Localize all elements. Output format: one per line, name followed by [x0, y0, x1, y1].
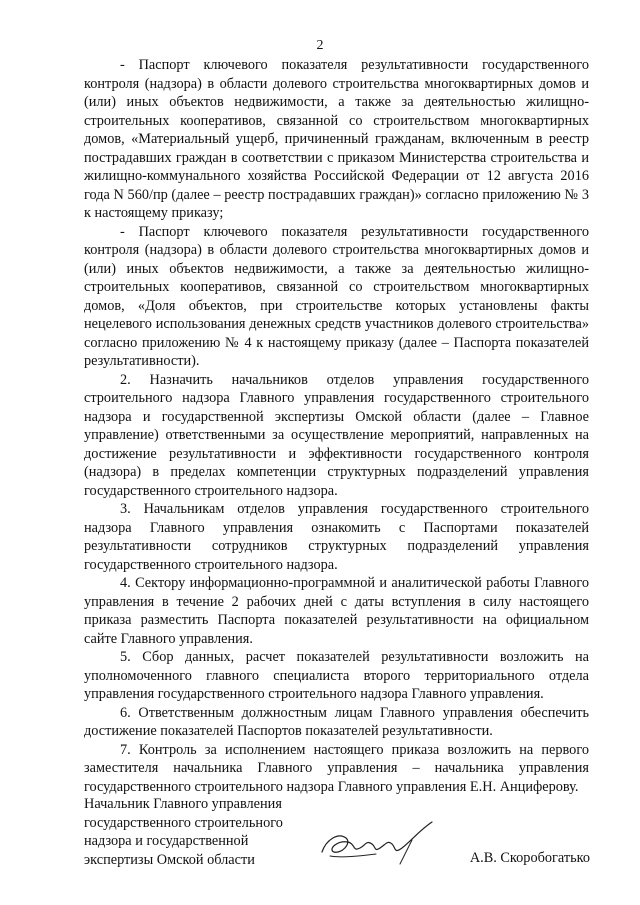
signer-name: А.В. Скоробогатько [469, 850, 590, 866]
order-body [84, 56, 589, 796]
paragraph-item-3: 3. Начальникам отделов управления государственного строительного надзора Главного управления ознакомить с Паспортами показателей результативности сотрудников структурных подразделений управления государственного строительного надзора. [84, 501, 589, 573]
signer-title-line: надзора и государственной [84, 833, 249, 849]
paragraph-item-6: 6. Ответственным должностным лицам Главного управления обеспечить достижение показателей Паспортов показателей результативности. [84, 704, 589, 739]
signer-title-line: Начальник Главного управления [84, 796, 282, 812]
paragraph-item-4: 4. Сектору информационно-программной и аналитической работы Главного управления в течение 2 рабочих дней с даты вступления в силу настоящего приказа разместить Паспорта показателей результативности на официальном сайте Главного управления. [84, 575, 589, 647]
page-number: 2 [316, 38, 324, 53]
paragraph-passport-4: - Паспорт ключевого показателя результативности государственного контроля (надзора) в области долевого строительства многоквартирных домов и (или) иных объектов недвижимости, а также за деятельностью жилищно-строительных кооперативов, связанной со строительством многоквартирных домов, «Доля объектов, при строительстве которых установлены факты нецелевого использования денежных средств участников долевого строительства» согласно приложению № 4 к настоящему приказу (далее – Паспорта показателей результативности). [84, 223, 589, 369]
paragraph-passport-3: - Паспорт ключевого показателя результативности государственного контроля (надзора) в области долевого строительства многоквартирных домов и (или) иных объектов недвижимости, а также за деятельностью жилищно-строительных кооперативов, связанной со строительством многоквартирных домов, «Материальный ущерб, причиненный гражданам, включенным в реестр пострадавших граждан в соответствии с приказом Министерства строительства и жилищно-коммунального хозяйства Российской Федерации от 12 августа 2016 года N 560/пр (далее – реестр пострадавших граждан)» согласно приложению № 3 к настоящему приказу; [84, 57, 589, 221]
signer-title-line: государственного строительного [84, 814, 283, 831]
paragraph-item-2: 2. Назначить начальников отделов управления государственного строительного надзора Главного управления государственного строительного надзора и государственной экспертизы Омской области (далее – Главное управление) ответственными за осуществление мероприятий, направленных на достижение результативности и эффективности государственного контроля (надзора) в пределах компетенции структурных подразделений управления государственного строительного надзора. [84, 371, 589, 499]
signer-title [84, 795, 304, 869]
handwritten-signature [316, 818, 446, 868]
signer-title-line: экспертизы Омской области [84, 851, 255, 868]
paragraph-item-5: 5. Сбор данных, расчет показателей результативности возложить на уполномоченного главного специалиста второго территориального отдела управления государственного строительного надзора Главного управления. [84, 649, 589, 702]
paragraph-item-7: 7. Контроль за исполнением настоящего приказа возложить на первого заместителя начальника Главного управления – начальника управления государственного строительного надзора Главного управления Е.Н. Анциферову. [84, 741, 589, 795]
